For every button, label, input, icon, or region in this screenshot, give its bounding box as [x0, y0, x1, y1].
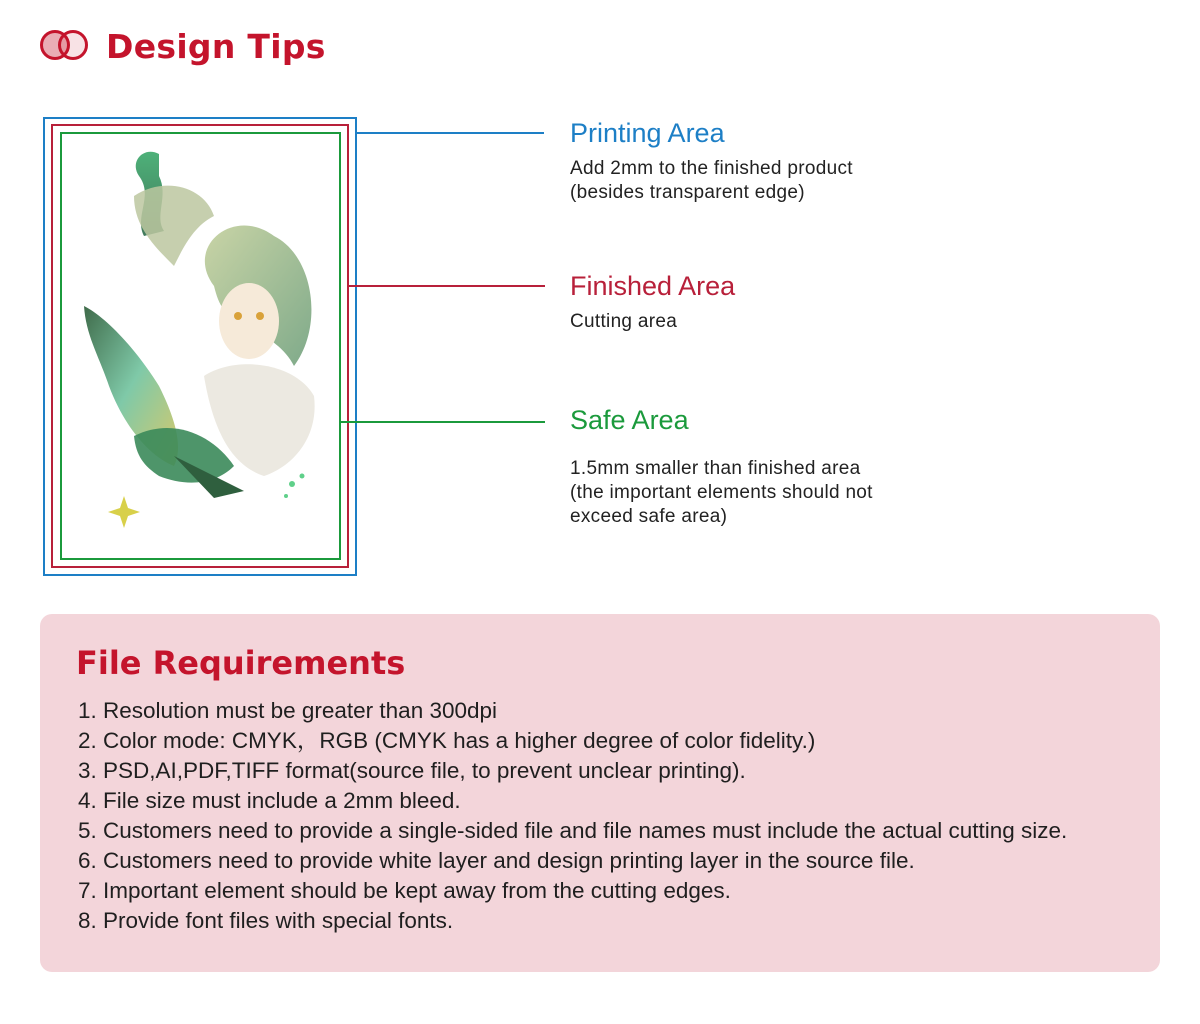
- overlapping-circles-icon: [38, 26, 92, 66]
- printing-area-leader-line: [357, 132, 544, 134]
- finished-area-leader-line: [349, 285, 545, 287]
- requirement-item: 8. Provide font files with special fonts.: [78, 908, 454, 933]
- artwork-illustration: [64, 136, 337, 556]
- page-title: Design Tips: [106, 26, 326, 66]
- requirement-item: 3. PSD,AI,PDF,TIFF format(source file, to prevent unclear printing).: [78, 758, 746, 783]
- design-tips-header: [38, 26, 326, 66]
- file-requirements-title: File Requirements: [76, 644, 406, 682]
- requirement-item: 6. Customers need to provide white layer and design printing layer in the source file.: [78, 848, 915, 873]
- safe-area-title: Safe Area: [570, 405, 689, 435]
- safe-area-description: 1.5mm smaller than finished area (the important elements should not exceed safe area): [570, 458, 873, 527]
- printing-area-description: Add 2mm to the finished product (besides transparent edge): [570, 158, 853, 203]
- requirement-item: 5. Customers need to provide a single-sided file and file names must include the actual cutting size.: [78, 818, 1068, 843]
- requirement-item: 1. Resolution must be greater than 300dpi: [78, 698, 498, 723]
- file-requirements-panel: [40, 614, 1160, 972]
- requirement-item: 4. File size must include a 2mm bleed.: [78, 788, 461, 813]
- finished-area-title: Finished Area: [570, 271, 736, 301]
- requirement-item: 2. Color mode: CMYK，RGB (CMYK has a higher degree of color fidelity.): [78, 728, 816, 753]
- requirements-list: [78, 696, 1148, 936]
- safe-area-leader-line: [341, 421, 545, 423]
- printing-area-title: Printing Area: [570, 118, 725, 148]
- requirement-item: 7. Important element should be kept away from the cutting edges.: [78, 878, 731, 903]
- finished-area-description: Cutting area: [570, 311, 678, 332]
